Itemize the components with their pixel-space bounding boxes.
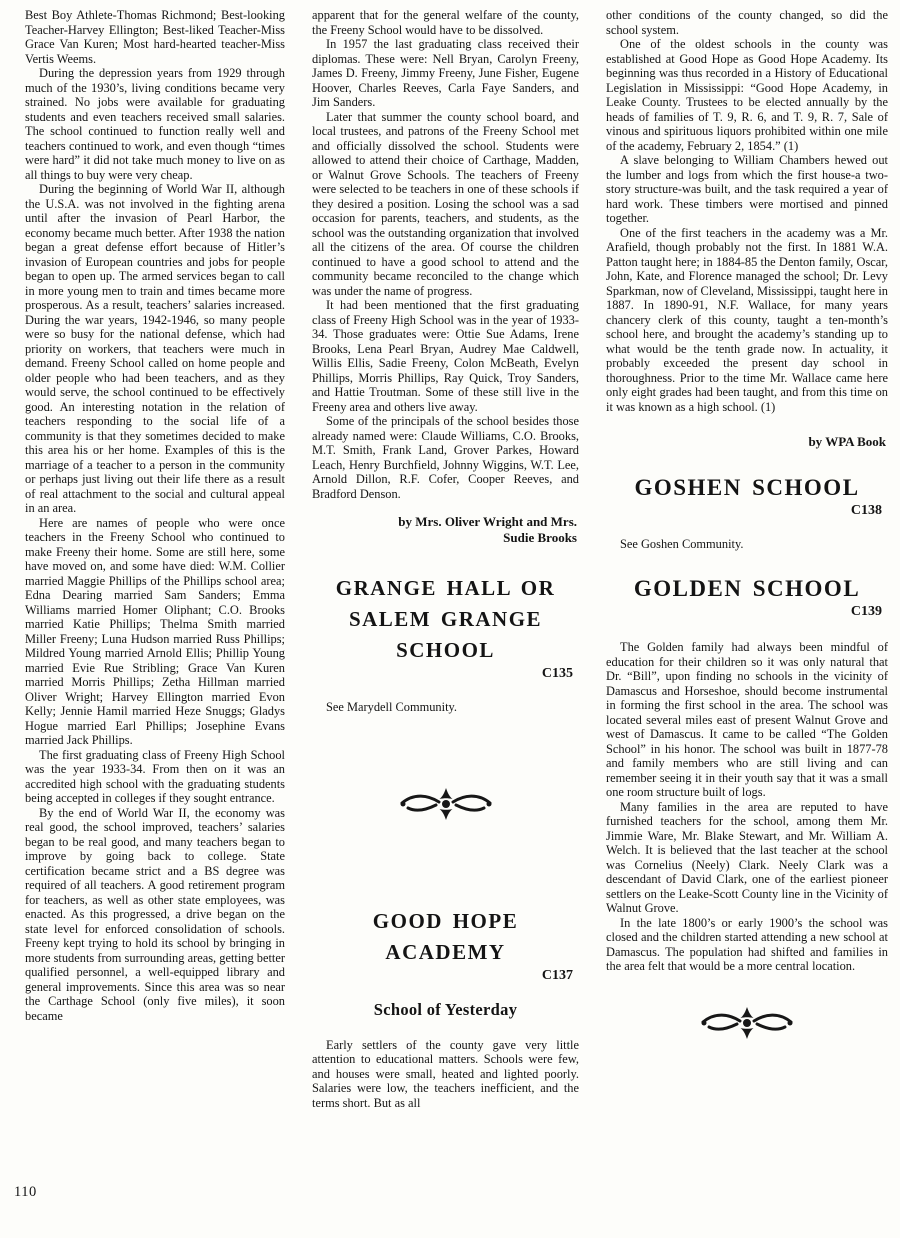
heading-line: SALEM GRANGE [348, 607, 543, 631]
cross-reference: See Marydell Community. [326, 700, 458, 714]
paragraph: Here are names of people who were once teachers in the Freeny School who continued to make Freeny their home. Some are still here, some have moved on, and some have died: W.M. Collier married Maggie Phillips of the Phillips school area; Edna Dearing married Sam Sanders; Emma Williams married Homer Oliphant; C.O. Brooks married Katie Phillips; Thelma Smith married Miller Freeny; Luna Hudson married Russ Phillips; Mildred Young married Arnold Ellis; Phillip Young married Evie Rue Stribling; Grace Van Kuren married Morris Phillips; Zetha Hillman married Oliver Wright; Harvey Ellington married Evon Kelly; Jennie Hamil married Heze Snuggs; Gladys Hogue married Earl Phillips; Josephine Evans married Jack Phillips. [25, 515, 285, 747]
paragraph: The first graduating class of Freeny High School was the year 1933-34. From then on it was an accredited high school with the graduating students being accepted in colleges if they sought entrance. [25, 747, 285, 805]
section-code: C139 [850, 604, 882, 619]
page-number: 110 [14, 1184, 37, 1200]
paragraph: One of the first teachers in the academy was a Mr. Arafield, though probably not the first. In 1881 W.A. Patton taught here; in 1884-85 the Denton family, Oscar, John, Kate, and Florence managed the school; Dr. Levy Sparkman, now of Cleveland, Mississippi, taught here in 1887. In 1890-91, N.F. Wallace, for many years chancery clerk of this county, taught a ten-month’s school here, and brought the academy’s standing up to what would be the tenth grade now. In actuality, it probably exceeded the present day school in thoroughness. Prior to the time Mr. Wallace came here only eight grades had been taught, and from this time on it was known as a high school. (1) [606, 225, 888, 414]
column-right [606, 8, 888, 1110]
floral-ornament-icon [699, 1006, 795, 1040]
section-code: C137 [541, 967, 573, 983]
paragraph: In the late 1800’s or early 1900’s the school was closed and the children started attending a new school at Damascus. The population had shifted and families in the area felt that would be a more central location. [606, 915, 888, 973]
heading-line: ACADEMY [385, 939, 506, 964]
byline-freeny-school [312, 514, 579, 545]
floral-ornament-icon [398, 787, 494, 821]
text-columns [25, 8, 888, 1110]
section-heading-good-hope [312, 906, 579, 968]
paragraph: other conditions of the county changed, so did the school system. [606, 8, 888, 37]
paragraph: apparent that for the general welfare of the county, the Freeny School would have to be dissolved. [312, 8, 579, 37]
paragraph: Best Boy Athlete-Thomas Richmond; Best-looking Teacher-Harvey Ellington; Best-liked Teacher-Miss Grace Van Kuren; Most hard-hearted teacher-Miss Vertis Weems. [25, 8, 285, 66]
heading-line: GRANGE HALL OR [335, 576, 556, 600]
paragraph: Later that summer the county school board, and local trustees, and patrons of the Freeny School met and officially dissolved the school. Students were allowed to attend their choice of Carthage, Madden, or Walnut Grove Schools. The teachers of Freeny were selected to be teachers in one of these schools if they desired a position. Losing the school was a sad occasion for parents, teachers, and students, as the school was the outstanding organization that involved all the citizens of the area. Of course the children continued to have a good school to attend and the community became reconciled to the change which was under the name of progress. [312, 109, 579, 298]
floral-divider [606, 1006, 888, 1045]
byline-line: Sudie Brooks [503, 529, 577, 545]
paragraph: One of the oldest schools in the county was established at Good Hope as Good Hope Academy. Its beginning was thus recorded in a History of Educational Legislation in Mississippi: “Good Hope Academy, in Leake County. Trustees to be elected annually by the heads of families of T. 9, R. 6, and T. 9, R. 7, Sale of vinous and spirituous liquors prohibited within one mile of the academy, February 2, 1854.” (1) [606, 37, 888, 153]
subheading-school-of-yesterday: School of Yesterday [373, 999, 518, 1019]
section-code: C138 [850, 502, 882, 518]
paragraph: During the beginning of World War II, although the U.S.A. was not involved in the fighting arena until after the invasion of Pearl Harbor, the economy became much better. After 1938 the nation began a great defense effort because of Hitler’s invasion of European countries and jobs for people began to open up. The armed services began to call in more young men to train and times became more prosperous. As a result, teachers’ salaries increased. During the war years, 1942-1946, so many people were so busy for the national defense, which had priority on workers, that teachers were much in demand. Freeny School called on home people and older people who had been teachers, and as they would serve, the school continued to be effectively good. An interesting notation in the relation of teachers responding to the social life of a community is that they sometimes decided to make this area his or her home. Examples of this is the marriage of a teacher to a person in the community or perhaps just living out their life there as a result of real attachment to the social and cultural appeal in an area. [25, 182, 285, 515]
section-code: C135 [541, 666, 573, 681]
heading-line: GOOD HOPE [372, 908, 519, 933]
paragraph: By the end of World War II, the economy was real good, the school improved, teachers’ salaries began to be real good, and many teachers began to improve by going back to college. State certification became strict and a BS degree was required of all teachers. A good retirement program for teachers, as well as other state employees, was enacted. As this progressed, a drive began on the state level for enforced consolidation of schools. Freeny kept trying to hold its school by bringing in more students from surrounding areas, getting better qualified personnel, a well-equipped library and general improvements. Since this area was so near the Carthage School (only five miles), it soon became [25, 805, 285, 1023]
section-heading-grange-hall [312, 573, 579, 666]
paragraph: Early settlers of the county gave very little attention to educational matters. Schools were few, and houses were small, heated and lighted poorly. Salaries were low, the teachers inefficient, and the terms short. But as all [312, 1037, 579, 1110]
paragraph: In 1957 the last graduating class received their diplomas. These were: Nell Bryan, Carolyn Freeny, James D. Freeny, Jimmy Freeny, June Fisher, Eugene Hoover, Charles Reeves, Carla Faye Sanders, and Jim Sanders. [312, 37, 579, 109]
paragraph: It had been mentioned that the first graduating class of Freeny High School was in the year of 1933-34. Those graduates were: Ottie Sue Adams, Irene Brooks, Lena Pearl Bryan, Audrey Mae Caldwell, Willis Ellis, Sadie Freeny, Colon McBeath, Evelyn Phillips, Morris Phillips, Ray Quick, Troy Sanders, and Hattie Troutman. Some of these still live in the Freeny area and others live away. [312, 298, 579, 414]
column-middle [312, 8, 579, 1110]
byline-line: by Mrs. Oliver Wright and Mrs. [398, 514, 577, 529]
cross-reference: See Goshen Community. [620, 536, 744, 551]
section-heading-goshen: GOSHEN SCHOOL [634, 474, 860, 500]
column-left [25, 8, 285, 1110]
paragraph: Some of the principals of the school besides those already named were: Claude Williams, C.O. Brooks, M.T. Smith, Frank Land, Grover Parkes, Howard Leach, Henry Burchfield, Johnny Wiggins, W.T. Lee, Arnold Dillon, R.F. Cofer, Cooper Reeves, and Bradford Denson. [312, 414, 579, 501]
floral-divider [312, 787, 579, 826]
byline-wpa-book: by WPA Book [808, 434, 886, 449]
paragraph: A slave belonging to William Chambers hewed out the lumber and logs from which the first house-a two-story structure-was built, and the task required a year of hard work. These timbers were mortised and pinned together. [606, 153, 888, 225]
paragraph: During the depression years from 1929 through much of the 1930’s, living conditions became very strained. No jobs were available for graduating students and even teachers received small salaries. The school continued to function really well and teachers continued to work, and even though “times were hard” it did not take much money to live on as all things to buy were very cheap. [25, 66, 285, 182]
paragraph: The Golden family had always been mindful of education for their children so it was only natural that Dr. “Bill”, upon finding no schools in the vicinity of Damascus and Horseshoe, should become instrumental in forming the first school in the area. The school was located several miles east of present Walnut Grove and west of Damascus. It came to be called “The Golden School” in his honor. The school was built in 1877-78 and family members who are still living and can remember seeing it in their youth say that it was a small one room structure built of logs. [606, 640, 888, 799]
heading-line: SCHOOL [396, 638, 495, 662]
paragraph: Many families in the area are reputed to have furnished teachers for the school, among them Mr. Jimmie Ware, Mr. Blake Stewart, and Mr. William A. Welch. It is believed that the last teacher at the school was Cornelius (Neely) Clark. Neely Clark was a descendant of David Clark, one of the earliest pioneer settlers on the Leake-Scott County line in the Vicinity of Walnut Grove. [606, 799, 888, 915]
section-heading-golden: GOLDEN SCHOOL [633, 576, 861, 601]
